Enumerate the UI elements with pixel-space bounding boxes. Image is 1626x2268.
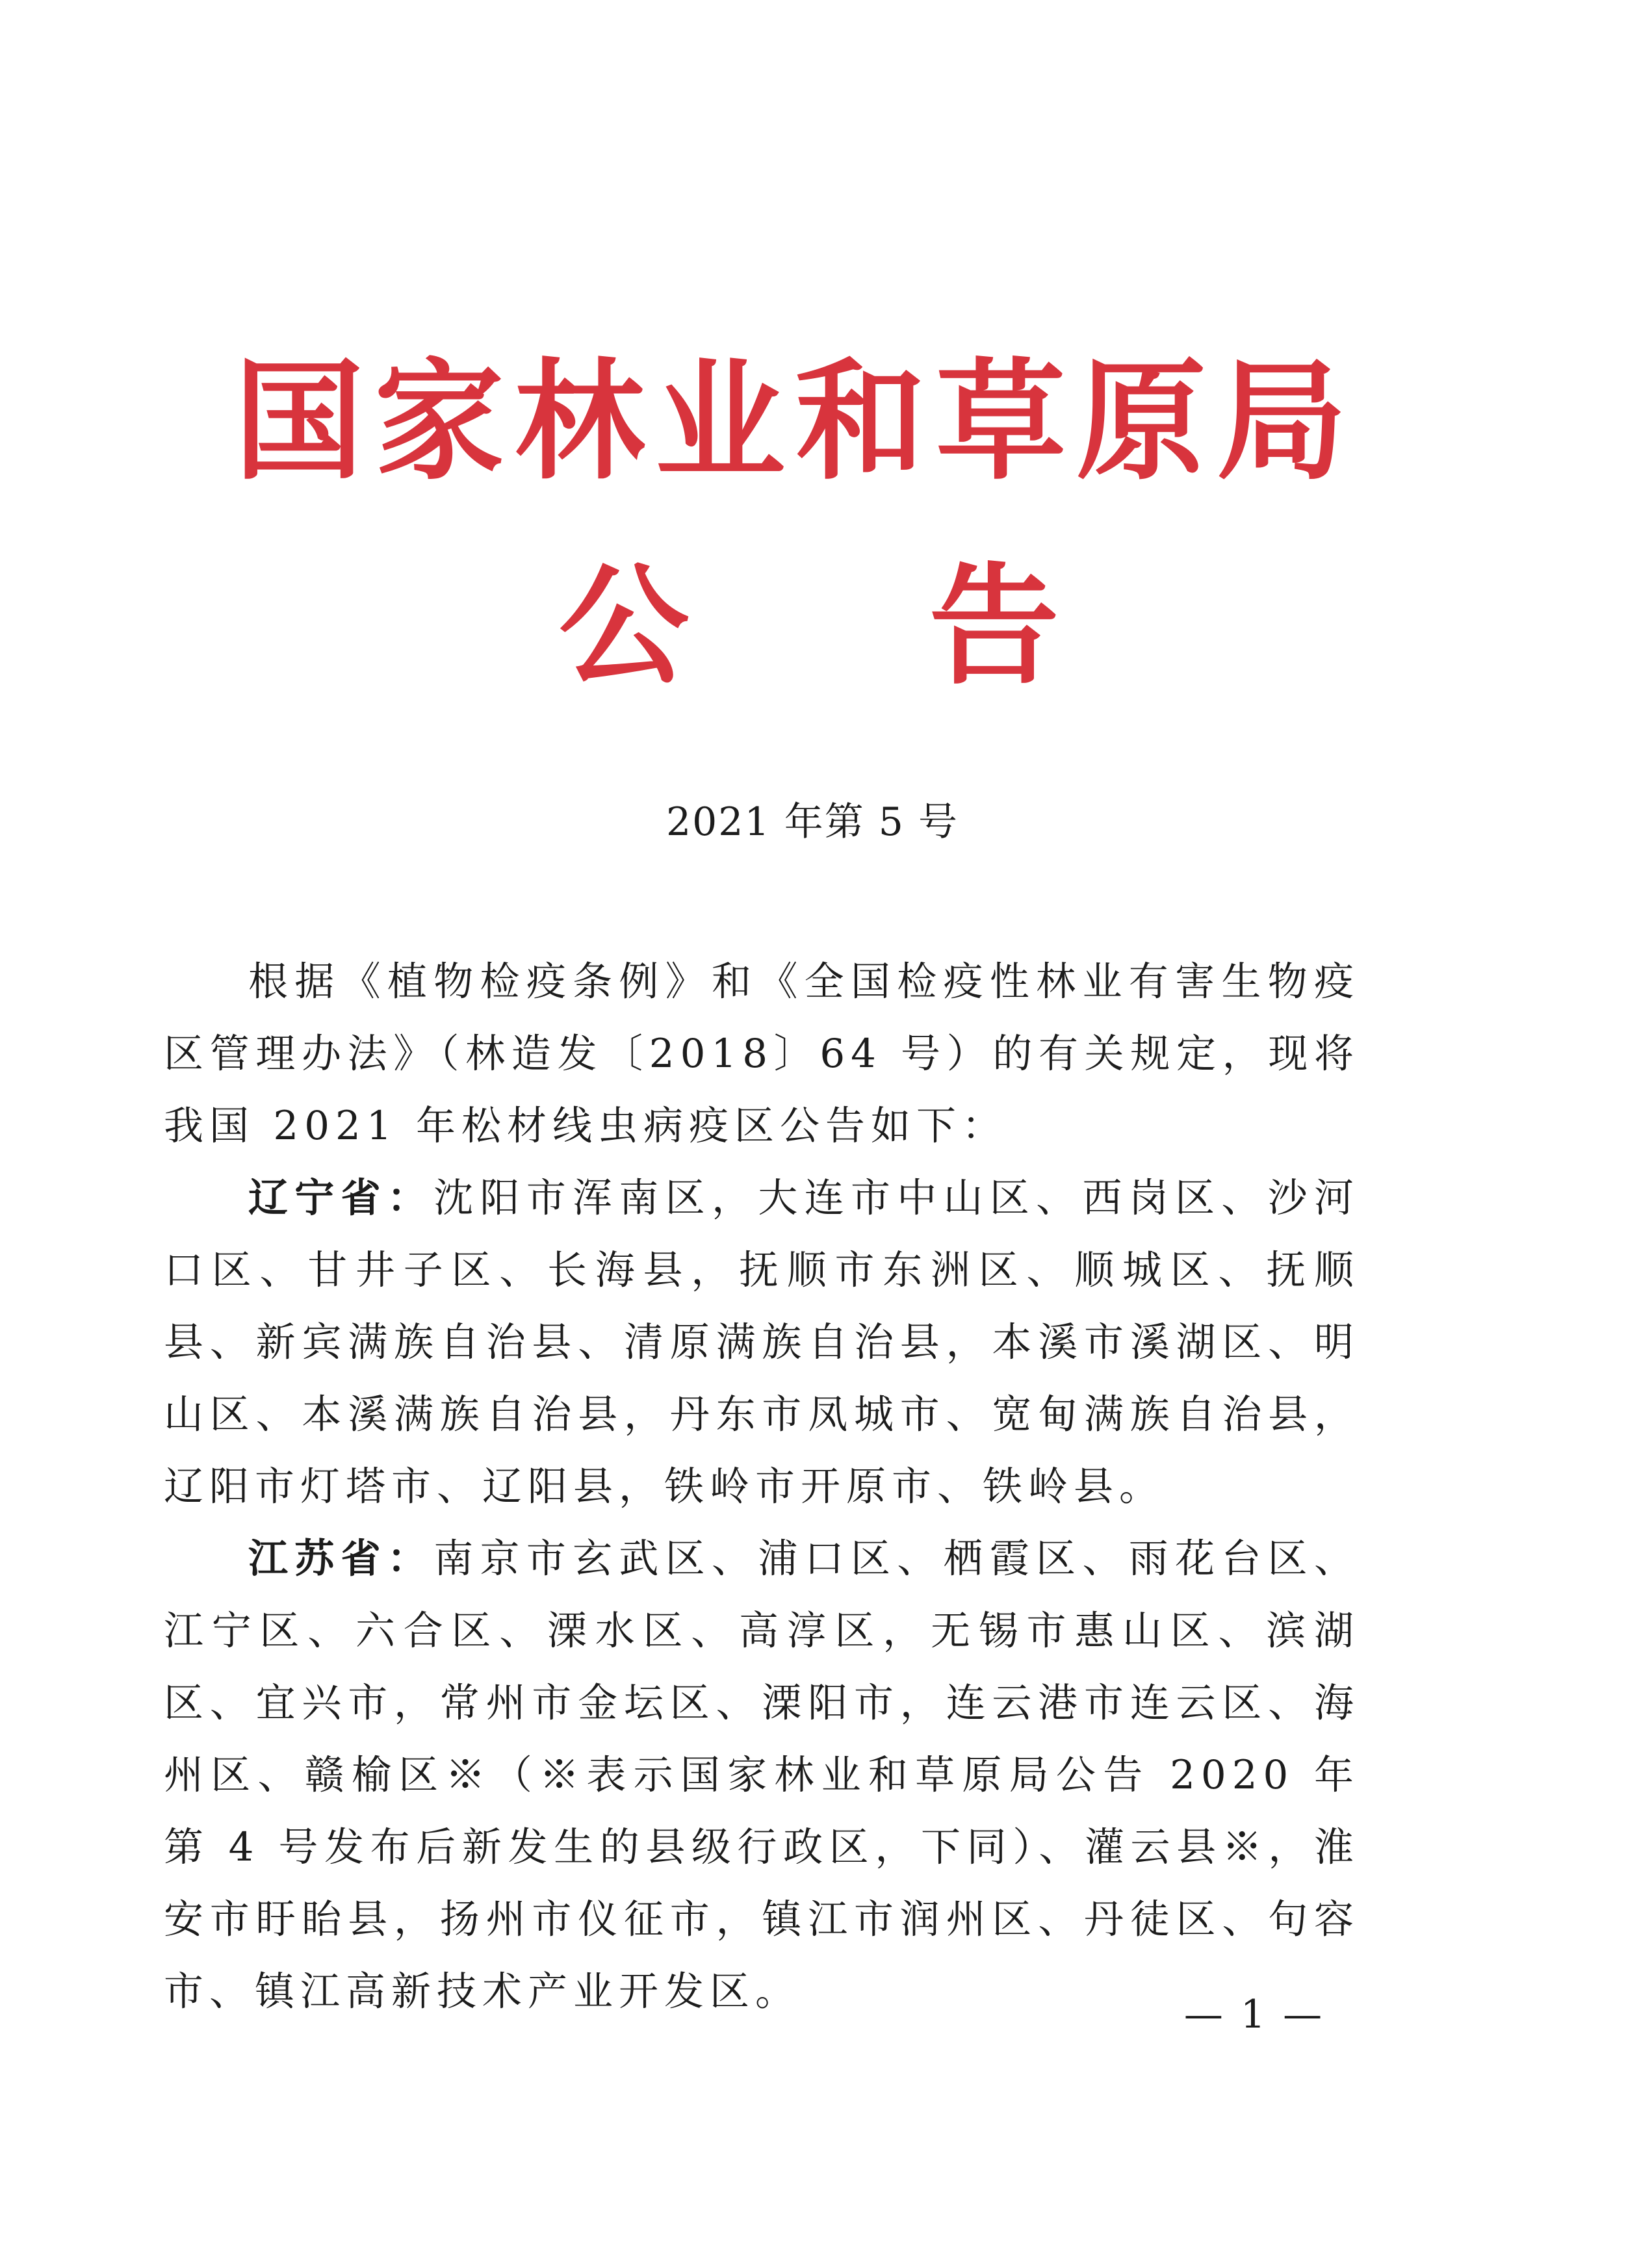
province-paragraph-jiangsu [164, 1523, 1360, 2028]
intro-paragraph: 根据《植物检疫条例》和《全国检疫性林业有害生物疫区管理办法》（林造发〔2018〕64 号）的有关规定，现将我国 2021 年松材线虫病疫区公告如下： [164, 959, 1360, 1149]
page-number: — 1 — [1183, 1992, 1325, 2037]
province-areas: 南京市玄武区、浦口区、栖霞区、雨花台区、江宁区、六合区、溧水区、高淳区，无锡市惠山区、滨湖区、宜兴市，常州市金坛区、溧阳市，连云港市连云区、海州区、赣榆区※（※表示国家林业和草原局公告 2020 年第 4 号发布后新发生的县级行政区，下同）、灌云县※，淮安市盱眙县，扬州市仪征市，镇江市润州区、丹徒区、句容市、镇江高新技术产业开发区。 [164, 1536, 1360, 2015]
document-number: 2021 年第 5 号 [665, 799, 959, 845]
province-areas: 沈阳市浑南区，大连市中山区、西岗区、沙河口区、甘井子区、长海县，抚顺市东洲区、顺城区、抚顺县、新宾满族自治县、清原满族自治县，本溪市溪湖区、明山区、本溪满族自治县，丹东市凤城市、宽甸满族自治县，辽阳市灯塔市、辽阳县，铁岭市开原市、铁岭县。 [164, 1175, 1360, 1510]
document-body [164, 946, 1360, 2028]
province-paragraph-liaoning [164, 1162, 1360, 1523]
province-name: 江苏省： [248, 1536, 434, 1582]
issuing-authority-title: 国家林业和草原局 [234, 346, 1358, 498]
province-name: 辽宁省： [248, 1175, 434, 1221]
document-type-title: 公 告 [559, 551, 1157, 702]
